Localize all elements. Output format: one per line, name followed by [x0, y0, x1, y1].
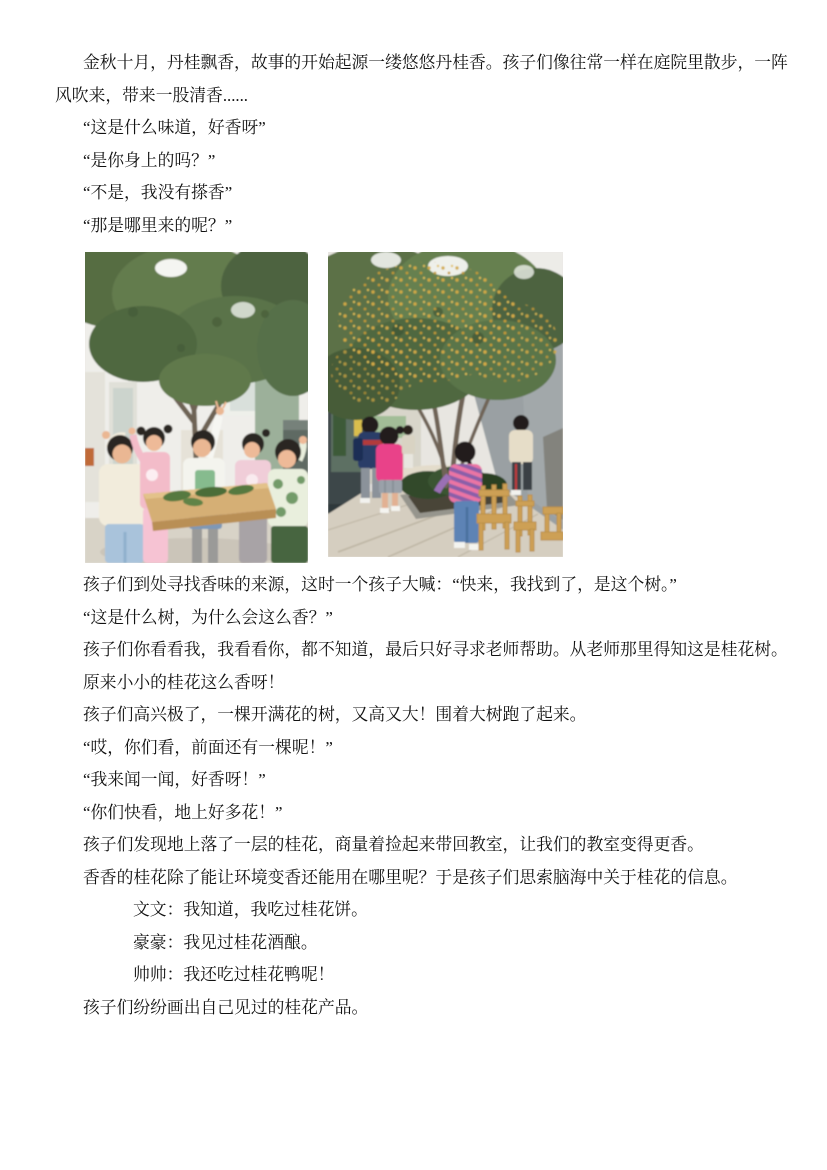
text-line: 风吹来，带来一股清香...... — [55, 85, 248, 105]
text-line: 孩子们高兴极了，一棵开满花的树，又高又大！围着大树跑了起来。 — [83, 705, 587, 724]
text-line: 孩子们到处寻找香味的来源，这时一个孩子大喊：“快来，我找到了，是这个树。” — [83, 575, 677, 594]
text-line-dialogue: “这是什么树，为什么会这么香？” — [83, 607, 333, 627]
text-line-dialogue: “那是哪里来的呢？” — [83, 215, 233, 235]
photo-row — [85, 252, 790, 563]
text-line-speaker-wenwen: 文文：我知道，我吃过桂花饼。 — [133, 900, 368, 919]
text-line: 原来小小的桂花这么香呀！ — [83, 672, 285, 692]
text-line: 孩子们你看看我，我看看你，都不知道，最后只好寻求老师帮助。从老师那里得知这是桂花树。 — [83, 640, 788, 659]
text-line: 香香的桂花除了能让环境变香还能用在哪里呢？于是孩子们思索脑海中关于桂花的信息。 — [83, 867, 738, 887]
text-line-dialogue: “这是什么味道，好香呀” — [83, 118, 266, 137]
text-line: 孩子们纷纷画出自己见过的桂花产品。 — [83, 997, 369, 1017]
text-line-dialogue: “我来闻一闻，好香呀！” — [83, 770, 266, 789]
text-line-dialogue: “是你身上的吗？” — [83, 150, 216, 170]
text-line-speaker-shuaishuai: 帅帅：我还吃过桂花鸭呢！ — [133, 965, 335, 984]
text-line-dialogue: “你们快看，地上好多花！” — [83, 802, 283, 822]
photo-children-holding-tray-under-tree — [85, 252, 308, 563]
text-line: 金秋十月，丹桂飘香，故事的开始起源一缕悠悠丹桂香。孩子们像往常一样在庭院里散步，一阵 — [83, 53, 788, 72]
text-line-dialogue: “哎，你们看，前面还有一棵呢！” — [83, 737, 333, 757]
text-line-speaker-haohao: 豪豪：我见过桂花酒酿。 — [133, 932, 318, 952]
text-line-dialogue: “不是，我没有搽香” — [83, 183, 233, 202]
photo-children-under-osmanthus-tree — [328, 252, 563, 557]
text-line: 孩子们发现地上落了一层的桂花，商量着捡起来带回教室，让我们的教室变得更香。 — [83, 835, 704, 854]
